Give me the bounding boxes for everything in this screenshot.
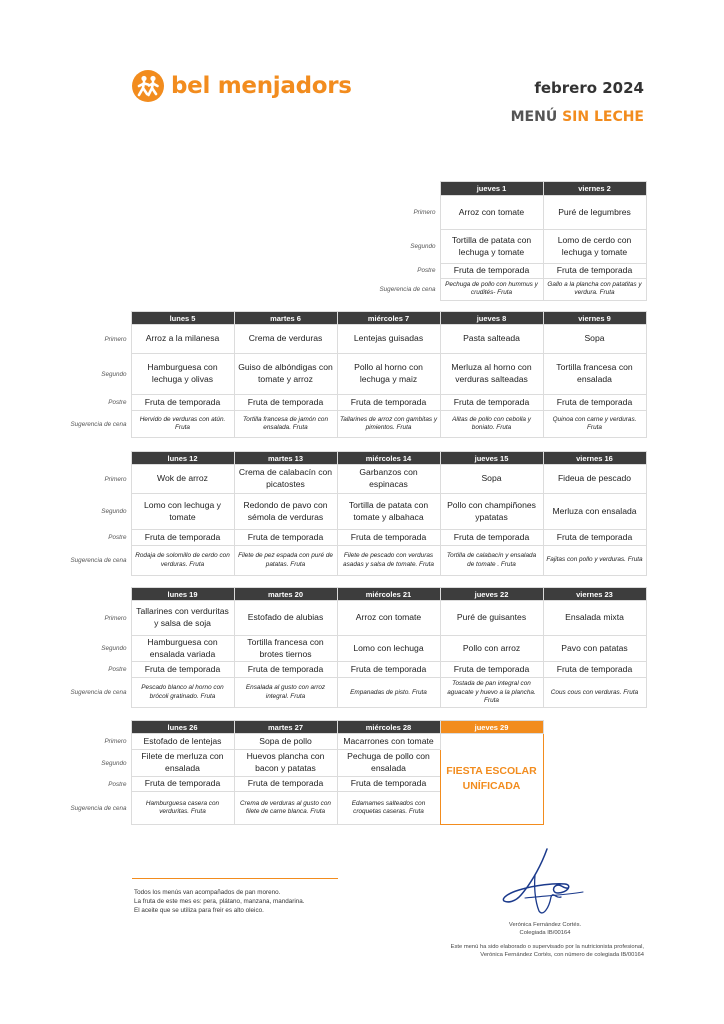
signature-image [495,845,590,920]
dinner-suggestion: Alitas de pollo con cebolla y boniato. Fruta [440,411,543,438]
row-label-postre: Postre [108,666,127,674]
running-children-icon [132,70,164,102]
meal-primero: Garbanzos con espinacas [337,465,440,494]
row-label-postre: Postre [108,534,127,541]
meal-primero: Crema de verduras [234,325,337,354]
meal-primero: Estofado de alubias [234,601,337,636]
meal-segundo: Filete de merluza con ensalada [131,750,234,777]
dinner-suggestion: Filete de pescado con verduras asadas y salsa de tomate. Fruta [337,546,440,576]
meal-segundo: Lomo de cerdo con lechuga y tomate [543,230,646,264]
dinner-suggestion: Empanadas de pisto. Fruta [337,678,440,708]
meal-postre: Fruta de temporada [131,530,234,546]
meal-segundo: Redondo de pavo con sémola de verduras [234,494,337,530]
brand-name: bel menjadors [171,73,352,99]
nutritionist-disclaimer [374,943,644,960]
brand-logo [132,70,352,102]
day-header: viernes 2 [543,182,646,196]
meal-primero: Pasta salteada [440,325,543,354]
meal-primero: Tallarines con verduritas y salsa de soja [131,601,234,636]
meal-primero: Arroz con tomate [440,196,543,230]
meal-postre: Fruta de temporada [543,662,646,678]
day-header: lunes 12 [131,452,234,465]
meal-segundo: Tortilla de patata con lechuga y tomate [440,230,543,264]
disclaimer-line: Este menú ha sido elaborado o supervisado por la nutricionista profesional, [450,944,644,950]
disclaimer-line: Verónica Fernández Cortés, con número de colegiada IB/00164 [480,952,644,959]
meal-postre: Fruta de temporada [543,530,646,546]
row-label-segundo: Segundo [101,645,127,653]
day-header: martes 27 [234,721,337,734]
meal-primero: Lentejas guisadas [337,325,440,354]
row-label-cena: Sugerencia de cena [70,557,127,564]
row-label-cena: Sugerencia de cena [379,285,436,293]
row-label-postre: Postre [108,399,127,406]
dinner-suggestion: Gallo a la plancha con patatitas y verdura. Fruta [543,278,646,300]
dinner-suggestion: Edamames salteados con croquetas caseras. Fruta [337,792,440,825]
meal-postre: Fruta de temporada [337,777,440,792]
row-label-primero: Primero [104,335,127,343]
dinner-suggestion: Fajitas con pollo y verduras. Fruta [543,546,646,576]
meal-postre: Fruta de temporada [131,395,234,411]
dinner-suggestion: Ensalada al gusto con arroz integral. Fruta [234,678,337,708]
meal-primero: Ensalada mixta [543,601,646,636]
meal-postre: Fruta de temporada [337,395,440,411]
row-label-cena: Sugerencia de cena [70,420,127,428]
meal-postre: Fruta de temporada [543,395,646,411]
meal-primero: Puré de guisantes [440,601,543,636]
holiday-line-2: UNÍFICADA [462,780,521,792]
row-label-primero: Primero [104,475,127,483]
meal-segundo: Tortilla de patata con tomate y albahaca [337,494,440,530]
row-label-cena: Sugerencia de cena [70,689,127,697]
meal-postre: Fruta de temporada [234,662,337,678]
day-header: martes 13 [234,452,337,465]
day-header: martes 20 [234,588,337,601]
note-line: El aceite que se utiliza para freir es alto oleico. [134,907,264,915]
day-header: miércoles 7 [337,312,440,325]
meal-segundo: Pollo con champiñones ypatatas [440,494,543,530]
meal-segundo: Merluza con ensalada [543,494,646,530]
meal-postre: Fruta de temporada [543,264,646,279]
meal-primero: Arroz con tomate [337,601,440,636]
meal-postre: Fruta de temporada [440,662,543,678]
week-table-3 [34,451,647,576]
day-header: miércoles 21 [337,588,440,601]
day-header: jueves 15 [440,452,543,465]
meal-postre: Fruta de temporada [440,395,543,411]
school-holiday-notice [440,734,543,825]
meal-postre: Fruta de temporada [337,530,440,546]
day-header: martes 6 [234,312,337,325]
dinner-suggestion: Filete de pez espada con puré de patatas. Fruta [234,546,337,576]
meal-primero: Wok de arroz [131,465,234,494]
dinner-suggestion: Hervido de verduras con atún. Fruta [131,411,234,438]
meal-segundo: Lomo con lechuga [337,636,440,662]
meal-postre: Fruta de temporada [131,662,234,678]
menu-title-prefix: MENÚ [510,109,558,125]
meal-segundo: Tortilla francesa con ensalada [543,354,646,395]
footer-divider [132,878,338,879]
day-header: viernes 23 [543,588,646,601]
meal-primero: Sopa [440,465,543,494]
day-header: jueves 8 [440,312,543,325]
row-label-postre: Postre [417,267,436,275]
dinner-suggestion: Tostada de pan integral con aguacate y huevo a la plancha. Fruta [440,678,543,708]
menu-title [511,109,644,125]
meal-segundo: Pavo con patatas [543,636,646,662]
meal-postre: Fruta de temporada [234,530,337,546]
row-label-primero: Primero [104,614,127,622]
meal-primero: Fideua de pescado [543,465,646,494]
menu-month: febrero 2024 [534,79,644,97]
row-label-segundo: Segundo [101,508,127,515]
dinner-suggestion: Pechuga de pollo con hummus y crudités- Fruta [440,278,543,300]
menu-notes [134,888,304,915]
day-header: lunes 26 [131,721,234,734]
meal-segundo: Lomo con lechuga y tomate [131,494,234,530]
meal-segundo: Merluza al horno con verduras salteadas [440,354,543,395]
meal-primero: Arroz a la milanesa [131,325,234,354]
meal-primero: Estofado de lentejas [131,734,234,750]
meal-segundo: Pechuga de pollo con ensalada [337,750,440,777]
signer-info [470,921,620,938]
row-label-segundo: Segundo [101,370,127,378]
meal-postre: Fruta de temporada [234,395,337,411]
dinner-suggestion: Quinoa con carne y verduras. Fruta [543,411,646,438]
row-label-cena: Sugerencia de cena [70,804,127,812]
day-header-holiday: jueves 29 [440,721,543,734]
day-header: viernes 16 [543,452,646,465]
note-line: Todos los menús van acompañados de pan moreno. [134,889,281,896]
meal-segundo: Hamburguesa con ensalada variada [131,636,234,662]
row-label-postre: Postre [108,780,127,788]
dinner-suggestion: Tortilla de calabacín y ensalada de tomate . Fruta [440,546,543,576]
week-table-5 [34,720,544,825]
day-header: jueves 22 [440,588,543,601]
meal-postre: Fruta de temporada [440,264,543,279]
meal-segundo: Guiso de albóndigas con tomate y arroz [234,354,337,395]
dinner-suggestion: Tortilla francesa de jamón con ensalada. Fruta [234,411,337,438]
day-header: miércoles 28 [337,721,440,734]
meal-segundo: Huevos plancha con bacon y patatas [234,750,337,777]
row-label-segundo: Segundo [410,243,436,250]
dinner-suggestion: Crema de verduras al gusto con filete de carne blanca. Fruta [234,792,337,825]
note-line: La fruta de este mes es: pera, plátano, manzana, mandarina. [134,898,305,906]
day-header: miércoles 14 [337,452,440,465]
meal-postre: Fruta de temporada [131,777,234,792]
dinner-suggestion: Tallarines de arroz con gambitas y pimientos. Fruta [337,411,440,438]
meal-segundo: Tortilla francesa con brotes tiernos [234,636,337,662]
meal-segundo: Pollo con arroz [440,636,543,662]
menu-title-accent: SIN LECHE [562,109,644,125]
meal-segundo: Pollo al horno con lechuga y maiz [337,354,440,395]
meal-primero: Puré de legumbres [543,196,646,230]
meal-primero: Crema de calabacín con picatostes [234,465,337,494]
meal-postre: Fruta de temporada [440,530,543,546]
meal-postre: Fruta de temporada [234,777,337,792]
dinner-suggestion: Hamburguesa casera con verduritas. Fruta [131,792,234,825]
day-header: lunes 5 [131,312,234,325]
day-header: jueves 1 [440,182,543,196]
week-table-1 [343,181,647,301]
row-label-primero: Primero [104,738,127,745]
meal-primero: Macarrones con tomate [337,734,440,750]
day-header: viernes 9 [543,312,646,325]
row-label-segundo: Segundo [101,759,127,767]
dinner-suggestion: Rodaja de solomillo de cerdo con verduras. Fruta [131,546,234,576]
signer-name: Verónica Fernández Cortés. [508,922,582,928]
meal-postre: Fruta de temporada [337,662,440,678]
week-table-2 [34,311,647,438]
signer-number: Colegiada IB/00164 [519,930,571,937]
meal-segundo: Hamburguesa con lechuga y olivas [131,354,234,395]
dinner-suggestion: Cous cous con verduras. Fruta [543,678,646,708]
meal-primero: Sopa [543,325,646,354]
day-header: lunes 19 [131,588,234,601]
holiday-line-1: FIESTA ESCOLAR [446,764,537,777]
row-label-primero: Primero [413,209,436,216]
week-table-4 [34,587,647,708]
dinner-suggestion: Pescado blanco al horno con brócoli gratinado. Fruta [131,678,234,708]
meal-primero: Sopa de pollo [234,734,337,750]
